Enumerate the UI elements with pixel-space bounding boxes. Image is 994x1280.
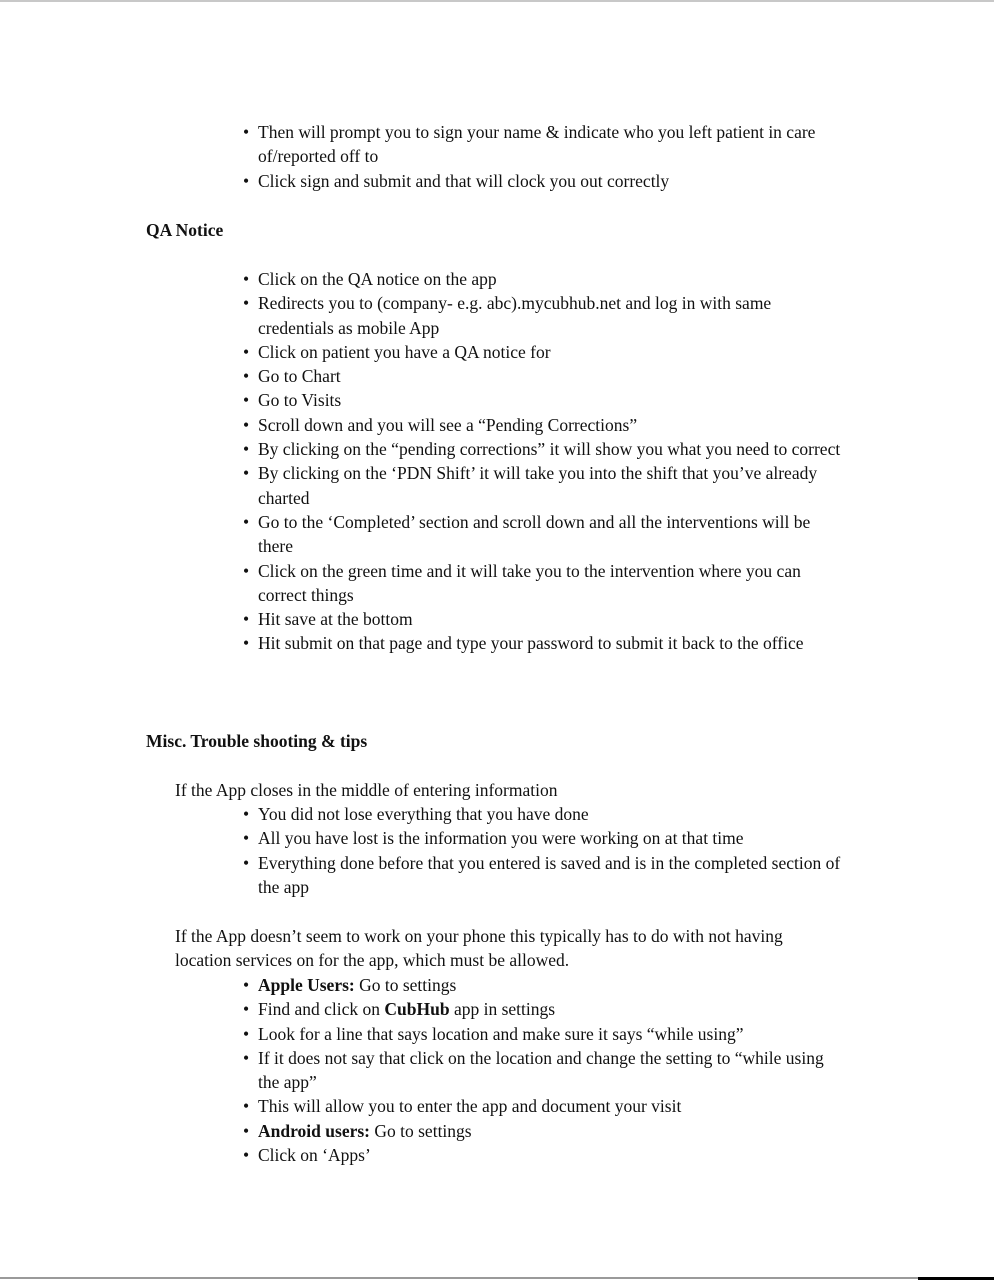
bullet-icon: •	[243, 975, 250, 995]
app-closes-paragraph: If the App closes in the middle of entering information	[175, 780, 558, 800]
bullet-icon: •	[243, 609, 250, 630]
list-item: • Go to the ‘Completed’ section and scroll down and all the interventions will be there	[243, 511, 811, 557]
list-item: • This will allow you to enter the app and document your visit	[243, 1094, 843, 1118]
bullet-icon: •	[243, 828, 250, 849]
qa-notice-bullet-list	[243, 267, 843, 656]
list-item: • You did not lose everything that you have done	[243, 802, 843, 826]
list-item: • Then will prompt you to sign your name & indicate who you left patient in care of/reported off to	[243, 122, 816, 167]
list-item: • Click on ‘Apps’	[243, 1143, 843, 1167]
list-item: • Go to Visits	[243, 388, 843, 412]
list-item: • Go to Chart	[243, 364, 843, 388]
intro-bullet-list	[243, 120, 843, 193]
bullet-icon: •	[243, 170, 250, 191]
bullet-icon: •	[243, 999, 250, 1020]
bullet-icon: •	[243, 414, 250, 435]
bullet-icon: •	[243, 633, 250, 654]
list-item: • Apple Users: Go to settings	[243, 973, 843, 997]
list-item: • Click sign and submit and that will clock you out correctly	[243, 169, 843, 193]
bullet-icon: •	[243, 852, 250, 873]
list-item: • Android users: Go to settings	[243, 1119, 843, 1143]
bullet-icon: •	[243, 366, 250, 387]
bullet-icon: •	[243, 1023, 250, 1044]
bullet-icon: •	[243, 439, 250, 460]
list-item: • Click on the QA notice on the app	[243, 267, 843, 291]
bullet-icon: •	[243, 463, 250, 484]
list-item: • Scroll down and you will see a “Pending Corrections”	[243, 413, 843, 437]
list-item: • Hit submit on that page and type your password to submit it back to the office	[243, 631, 843, 655]
list-item: • Everything done before that you entered is saved and is in the completed section of the app	[243, 852, 841, 897]
list-item: • By clicking on the ‘PDN Shift’ it will take you into the shift that you’ve already charted	[243, 463, 818, 508]
location-settings-bullet-list	[243, 973, 843, 1167]
list-item: • Look for a line that says location and make sure it says “while using”	[243, 1022, 843, 1046]
list-item: • If it does not say that click on the location and change the setting to “while using the app”	[243, 1047, 824, 1093]
bullet-icon: •	[243, 269, 250, 289]
bullet-icon: •	[243, 390, 250, 411]
list-item: • Redirects you to (company- e.g. abc).mycubhub.net and log in with same credentials as mobile App	[243, 293, 772, 338]
list-item: • Click on the green time and it will take you to the intervention where you can correct things	[243, 560, 801, 605]
bullet-icon: •	[243, 1047, 250, 1068]
bullet-icon: •	[243, 122, 250, 142]
bullet-icon: •	[243, 1096, 250, 1117]
list-item: • Hit save at the bottom	[243, 607, 843, 631]
bullet-icon: •	[243, 560, 250, 581]
list-item: • Find and click on CubHub app in settings	[243, 997, 843, 1021]
list-item: • By clicking on the “pending corrections” it will show you what you need to correct	[243, 437, 843, 461]
list-item: • Click on patient you have a QA notice for	[243, 340, 843, 364]
bullet-icon: •	[243, 1120, 250, 1141]
app-not-working-paragraph: If the App doesn’t seem to work on your phone this typically has to do with not having location services on for the app, which must be allowed.	[175, 926, 783, 971]
bullet-icon: •	[243, 804, 250, 824]
bullet-icon: •	[243, 1145, 250, 1166]
bullet-icon: •	[243, 511, 250, 532]
qa-notice-heading: QA Notice	[146, 220, 224, 240]
bullet-icon: •	[243, 341, 250, 362]
app-closes-bullet-list	[243, 802, 843, 899]
bullet-icon: •	[243, 293, 250, 314]
misc-troubleshooting-heading: Misc. Trouble shooting & tips	[146, 731, 368, 751]
page-bottom-border	[0, 1277, 994, 1279]
list-item: • All you have lost is the information you were working on at that time	[243, 826, 843, 850]
